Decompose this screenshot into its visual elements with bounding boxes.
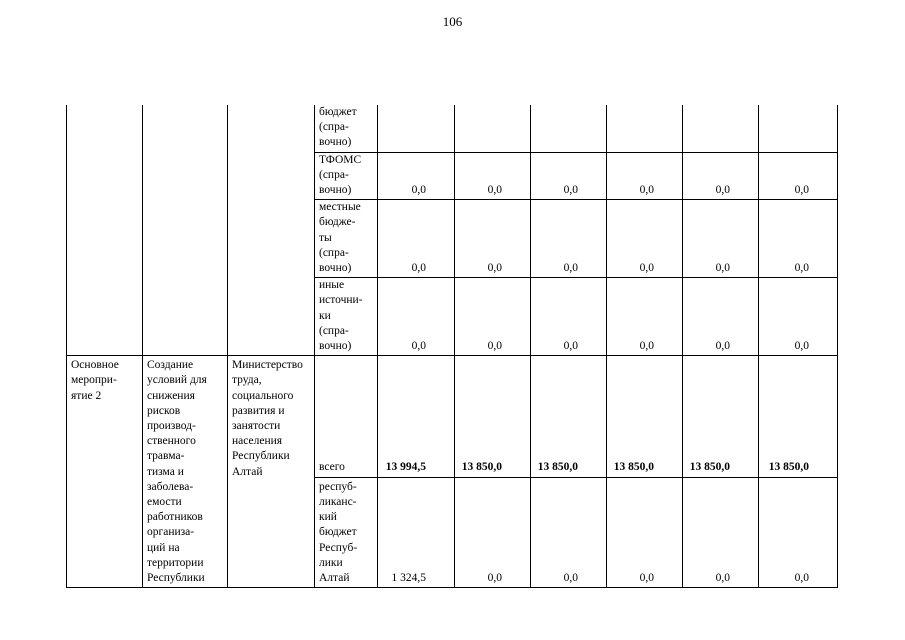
- value-cell: 0,0: [455, 152, 531, 200]
- budget-table: [66, 105, 838, 588]
- measure-description-line: заболева-: [147, 480, 194, 493]
- source-cell: [315, 278, 378, 356]
- value-cell: 0,0: [607, 200, 683, 278]
- source-line: иные: [319, 279, 345, 292]
- source-line: кий: [319, 511, 337, 524]
- source-line: бюджет: [319, 106, 357, 118]
- value-cell: 0,0: [759, 200, 838, 278]
- value-cell: 0,0: [683, 152, 759, 200]
- measure-name-line: Основное: [71, 359, 119, 372]
- source-line: Алтай: [319, 572, 350, 585]
- source-line: вочно): [319, 262, 352, 275]
- value-cell: 0,0: [378, 278, 455, 356]
- measure-description-line: травма-: [147, 450, 185, 463]
- measure-executor-line: развития и: [232, 404, 285, 417]
- measure-description-line: Республики: [147, 572, 205, 585]
- value-cell: 0,0: [607, 278, 683, 356]
- measure-executor-line: труда,: [232, 374, 262, 387]
- source-cell: [315, 200, 378, 278]
- value-cell: 0,0: [683, 278, 759, 356]
- value-cell: 13 850,0: [531, 356, 607, 477]
- value-cell: 0,0: [759, 477, 838, 588]
- measure-description-line: условий для: [147, 374, 207, 387]
- value-cell: [531, 105, 607, 152]
- measure-description-cell: [143, 356, 228, 588]
- source-line: (спра-: [319, 246, 349, 259]
- measure-executor-cell: [228, 356, 315, 588]
- value-cell: 0,0: [531, 200, 607, 278]
- source-line: местные: [319, 201, 361, 214]
- value-cell: [607, 105, 683, 152]
- table-row: [67, 105, 838, 152]
- measure-executor-line: социального: [232, 389, 294, 402]
- source-line: вочно): [319, 340, 352, 353]
- continued-description-cell: [143, 105, 228, 356]
- value-cell: [683, 105, 759, 152]
- source-line: бюджет: [319, 526, 357, 539]
- value-cell: 0,0: [531, 477, 607, 588]
- measure-executor-line: Министерство: [232, 359, 303, 372]
- value-cell: 0,0: [455, 200, 531, 278]
- source-line: (спра-: [319, 121, 349, 134]
- value-cell: 13 994,5: [378, 356, 455, 477]
- measure-description-line: снижения: [147, 389, 195, 402]
- value-cell: 1 324,5: [378, 477, 455, 588]
- value-cell: 0,0: [759, 152, 838, 200]
- measure-description-line: работников: [147, 511, 203, 524]
- measure-name-line: меропри-: [71, 374, 117, 387]
- value-cell: 0,0: [378, 152, 455, 200]
- measure-executor-line: населения: [232, 435, 283, 448]
- source-line: ликанс-: [319, 496, 357, 509]
- source-cell: [315, 152, 378, 200]
- source-line: ты: [319, 231, 332, 244]
- value-cell: 13 850,0: [759, 356, 838, 477]
- measure-description-line: рисков: [147, 404, 181, 417]
- continued-name-cell: [67, 105, 143, 356]
- value-cell: [455, 105, 531, 152]
- value-cell: [759, 105, 838, 152]
- source-line: лики: [319, 556, 343, 569]
- value-cell: 0,0: [531, 152, 607, 200]
- source-cell: [315, 356, 378, 477]
- value-cell: 0,0: [455, 477, 531, 588]
- source-line: ки: [319, 309, 331, 322]
- source-line: вочно): [319, 184, 352, 197]
- measure-name-line: ятие 2: [71, 389, 102, 402]
- source-line: ТФОМС: [319, 153, 362, 166]
- measure-executor-line: Алтай: [232, 465, 263, 478]
- measure-description-line: ций на: [147, 541, 180, 554]
- source-cell: [315, 477, 378, 588]
- source-line: (спра-: [319, 324, 349, 337]
- value-cell: 0,0: [759, 278, 838, 356]
- measure-description-line: Создание: [147, 359, 194, 372]
- source-line: источни-: [319, 294, 363, 307]
- source-line: бюдже-: [319, 216, 356, 229]
- value-cell: 0,0: [378, 200, 455, 278]
- value-cell: 0,0: [607, 477, 683, 588]
- continued-executor-cell: [228, 105, 315, 356]
- measure-description-line: организа-: [147, 526, 195, 539]
- table-row: [67, 356, 838, 477]
- value-cell: 0,0: [455, 278, 531, 356]
- source-line: (спра-: [319, 168, 349, 181]
- value-cell: 0,0: [683, 200, 759, 278]
- value-cell: 13 850,0: [455, 356, 531, 477]
- value-cell: 13 850,0: [683, 356, 759, 477]
- measure-description-line: ственного: [147, 435, 196, 448]
- measure-executor-line: Республики: [232, 450, 290, 463]
- measure-description-line: емости: [147, 496, 182, 509]
- source-line: Респуб-: [319, 541, 358, 554]
- source-line: всего: [319, 461, 345, 474]
- value-cell: 0,0: [607, 152, 683, 200]
- source-cell: [315, 105, 378, 152]
- measure-description-line: тизма и: [147, 465, 184, 478]
- page-number: 106: [442, 14, 463, 29]
- measure-name-cell: [67, 356, 143, 588]
- value-cell: 0,0: [531, 278, 607, 356]
- source-line: респуб-: [319, 480, 357, 493]
- measure-executor-line: занятости: [232, 420, 281, 433]
- value-cell: 13 850,0: [607, 356, 683, 477]
- measure-description-line: производ-: [147, 420, 196, 433]
- value-cell: [378, 105, 455, 152]
- measure-description-line: территории: [147, 556, 204, 569]
- value-cell: 0,0: [683, 477, 759, 588]
- source-line: вочно): [319, 136, 352, 149]
